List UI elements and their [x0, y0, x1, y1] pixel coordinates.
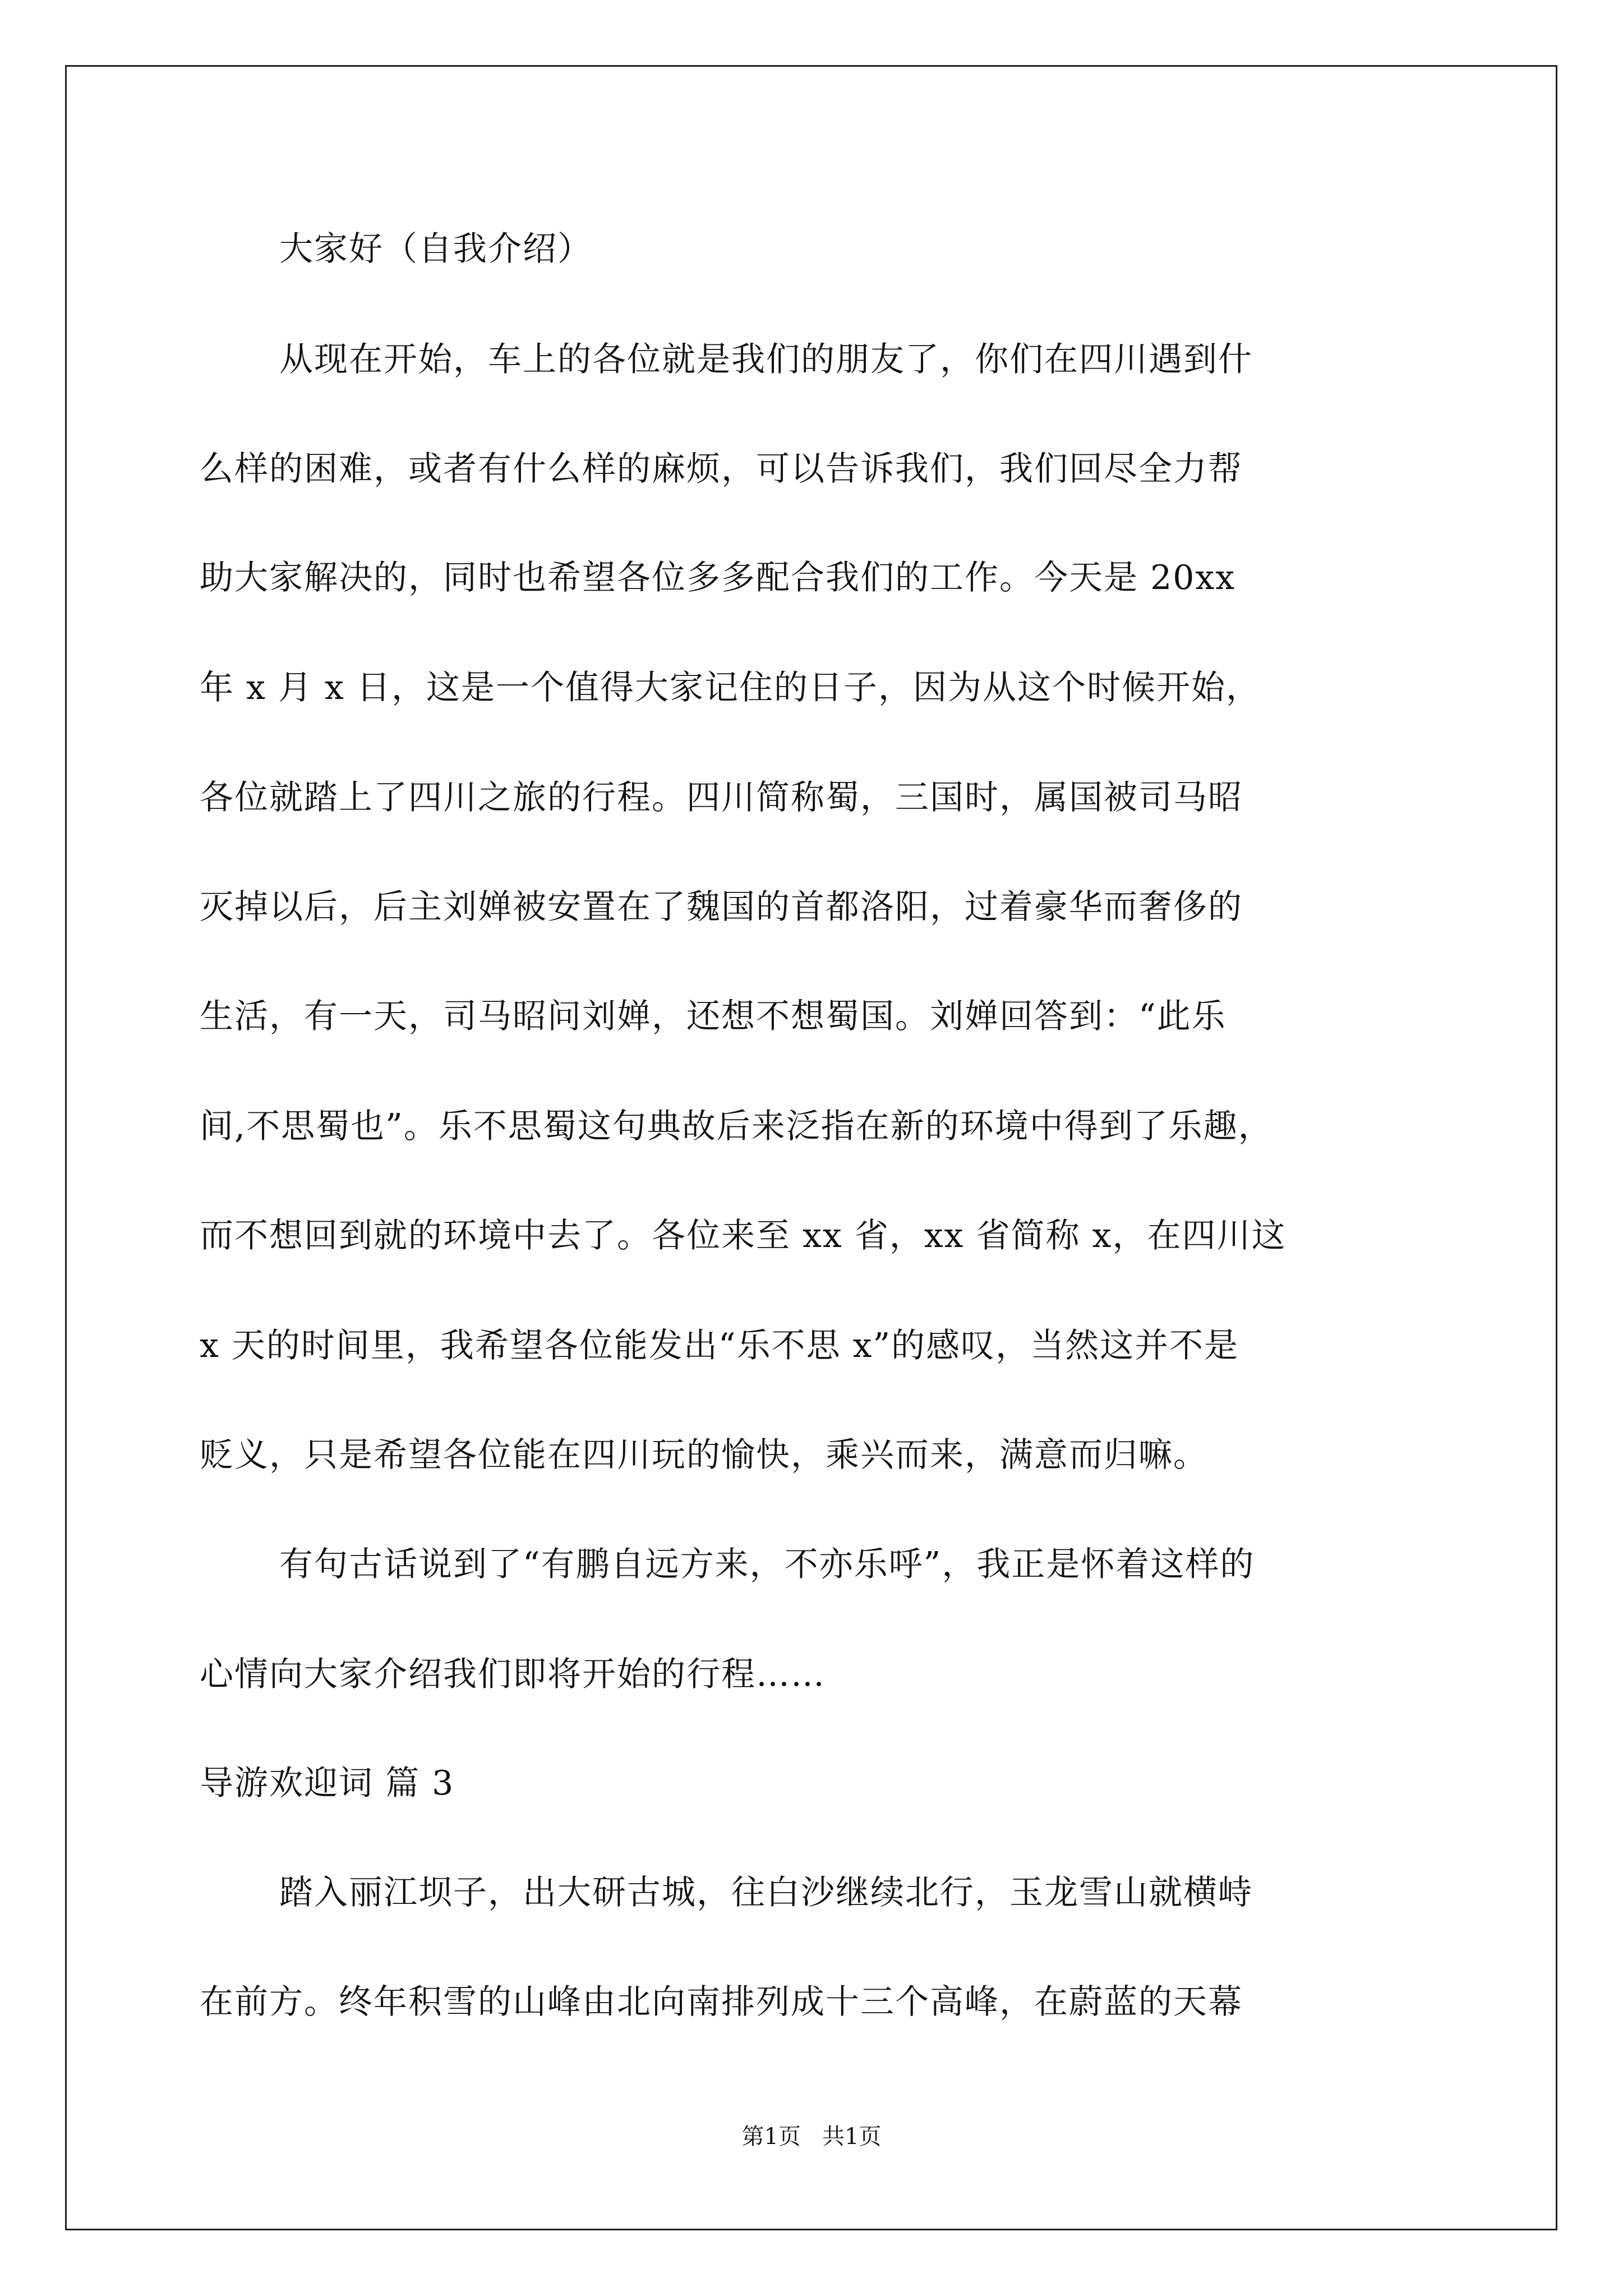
paragraph-line: 间,不思蜀也”。乐不思蜀这句典故后来泛指在新的环境中得到了乐趣，: [200, 1107, 1273, 1146]
paragraph-line: 各位就踏上了四川之旅的行程。四川简称蜀，三国时，属国被司马昭: [200, 778, 1243, 817]
paragraph-line: 么样的困难，或者有什么样的麻烦，可以告诉我们，我们回尽全力帮: [200, 449, 1243, 489]
paragraph-line: 心情向大家介绍我们即将开始的行程……: [200, 1655, 826, 1694]
paragraph-line: x 天的时间里，我希望各位能发出“乐不思 x”的感叹，当然这并不是: [200, 1326, 1239, 1365]
paragraph-line: 贬义，只是希望各位能在四川玩的愉快，乘兴而来，满意而归嘛。: [200, 1435, 1208, 1475]
paragraph-line: 在前方。终年积雪的山峰由北向南排列成十三个高峰，在蔚蓝的天幕: [200, 1982, 1243, 2022]
page-footer: 第1页 共1页: [741, 2124, 882, 2150]
paragraph-line: 有句古话说到了“有鹏自远方来，不亦乐呼”，我正是怀着这样的: [279, 1545, 1255, 1584]
paragraph-line: 灭掉以后，后主刘婵被安置在了魏国的首都洛阳，过着豪华而奢侈的: [200, 887, 1243, 927]
paragraph-line: 助大家解决的，同时也希望各位多多配合我们的工作。今天是 20xx: [200, 558, 1236, 597]
section-heading: 导游欢迎词 篇 3: [200, 1764, 455, 1803]
greeting-line: 大家好（自我介绍）: [279, 229, 592, 269]
paragraph-line: 年 x 月 x 日，这是一个值得大家记住的日子，因为从这个时候开始，: [200, 668, 1261, 707]
paragraph-line: 生活，有一天，司马昭问刘婵，还想不想蜀国。刘婵回答到：“此乐: [200, 997, 1227, 1036]
paragraph-line: 从现在开始，车上的各位就是我们的朋友了，你们在四川遇到什: [279, 340, 1253, 379]
paragraph-line: 而不想回到就的环境中去了。各位来至 xx 省，xx 省简称 x，在四川这: [200, 1216, 1287, 1255]
paragraph-line: 踏入丽江坝子，出大研古城，往白沙继续北行，玉龙雪山就横峙: [279, 1873, 1253, 1912]
